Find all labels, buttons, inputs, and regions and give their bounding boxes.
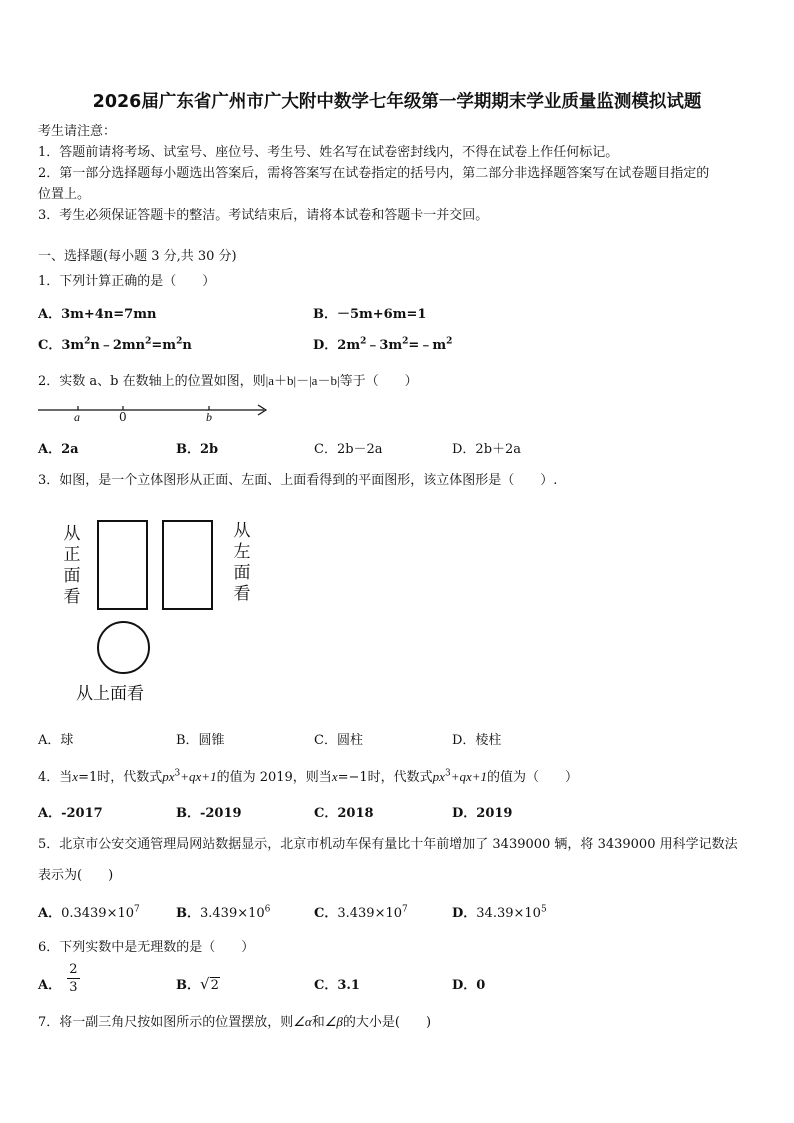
axis-label-a: a xyxy=(74,410,80,424)
q6-stem: 6．下列实数中是无理数的是（ ） xyxy=(38,940,255,955)
axis-label-zero: 0 xyxy=(119,410,127,424)
notice-item-1: 1．答题前请将考场、试室号、座位号、考生号、姓名写在试卷密封线内，不得在试卷上作任何标记。 xyxy=(38,145,619,160)
q2-option-b: B．2b xyxy=(176,442,219,457)
q6-option-c: C．3.1 xyxy=(314,978,360,993)
q4-option-d: D．2019 xyxy=(452,806,513,821)
left-view-label: 从 左 面 看 xyxy=(233,521,251,604)
front-view-label: 从 正 面 看 xyxy=(63,524,81,607)
q5-option-a: A．$0.3439\times 10^7$ xyxy=(38,904,140,921)
q4-option-c: C．2018 xyxy=(314,806,374,821)
q1-option-b: B．－5m+6m=1 xyxy=(313,307,427,322)
notice-item-3: 3．考生必须保证答题卡的整洁。考试结束后，请将本试卷和答题卡一并交回。 xyxy=(38,208,489,223)
front-view-rectangle xyxy=(97,520,148,610)
axis-label-b: b xyxy=(206,410,212,424)
q3-option-a: A．球 xyxy=(38,733,74,748)
section-heading: 一、选择题(每小题 3 分,共 30 分) xyxy=(38,249,237,264)
q1-stem: 1．下列计算正确的是（ ） xyxy=(38,274,216,289)
q3-option-b: B．圆锥 xyxy=(176,733,225,748)
q5-option-b: B．$3.439\times 10^6$ xyxy=(176,904,271,921)
q1-option-c: C．$3m^2n﹣2mn^2=m^2n$ xyxy=(38,336,192,353)
q2-option-d: D．2b＋2a xyxy=(452,442,522,457)
q5-option-c: C．$3.439\times 10^7$ xyxy=(314,904,408,921)
notice-heading: 考生请注意： xyxy=(38,124,117,139)
fraction: $\frac{2}{3}$ xyxy=(69,962,78,995)
q2-option-a: A．2a xyxy=(38,442,79,457)
q4-stem: 4．当x=1时，代数式$px^3+qx+1$的值为 2019，则当x=−1时，代数式$px^3+qx+1$的值为（ ） xyxy=(38,768,579,785)
top-view-label: 从上面看 xyxy=(76,684,144,704)
q4-option-b: B．-2019 xyxy=(176,806,242,821)
q4-option-a: A．-2017 xyxy=(38,806,103,821)
q1-option-a: A．3m+4n=7mn xyxy=(38,307,157,322)
q6-option-b: B．√2 xyxy=(176,975,219,993)
q6-option-d: D．0 xyxy=(452,978,486,993)
q3-stem: 3．如图，是一个立体图形从正面、左面、上面看得到的平面图形，该立体图形是（ ）. xyxy=(38,473,558,488)
sqrt-icon: √ xyxy=(200,975,210,993)
q2-stem: 2．实数 a、b 在数轴上的位置如图，则|a＋b|－|a－b|等于（ ） xyxy=(38,373,418,389)
notice-item-2: 2．第一部分选择题每小题选出答案后，需将答案写在试卷指定的括号内，第二部分非选择题答案写在试卷题目指定的 xyxy=(38,166,710,181)
q7-stem: 7．将一副三角尺按如图所示的位置摆放，则∠α和∠β的大小是( ) xyxy=(38,1014,432,1030)
q3-option-c: C．圆柱 xyxy=(314,733,363,748)
q3-option-d: D．棱柱 xyxy=(452,733,502,748)
page-title: 2026届广东省广州市广大附中数学七年级第一学期期末学业质量监测模拟试题 xyxy=(92,92,702,112)
q5-option-d: D．$34.39\times 10^5$ xyxy=(452,904,547,921)
left-view-rectangle xyxy=(162,520,213,610)
notice-item-2-cont: 位置上。 xyxy=(38,187,91,202)
q5-stem-line2: 表示为( ) xyxy=(38,868,114,883)
q2-option-c: C．2b－2a xyxy=(314,442,383,457)
top-view-circle xyxy=(97,621,150,674)
number-line xyxy=(36,398,276,426)
q5-stem-line1: 5．北京市公安交通管理局网站数据显示，北京市机动车保有量比十年前增加了 3439000 辆，将 3439000 用科学记数法 xyxy=(38,837,738,852)
q6-option-a: A． $\frac{2}{3}$ xyxy=(38,962,78,995)
q1-option-d: D．$2m^2﹣3m^2=﹣m^2$ xyxy=(313,336,453,353)
